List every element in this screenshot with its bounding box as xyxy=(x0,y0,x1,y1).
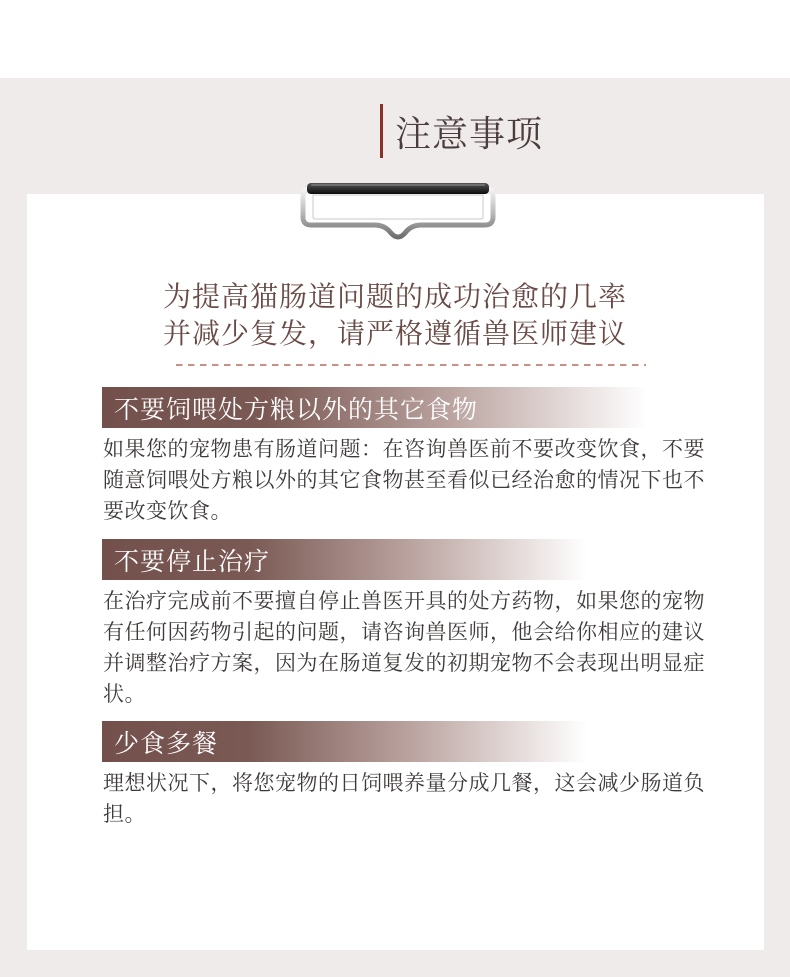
intro-line-2: 并减少复发，请严格遵循兽医师建议 xyxy=(162,317,627,350)
section-title: 不要停止治疗 xyxy=(114,546,271,576)
clipboard-clip-icon xyxy=(299,181,497,243)
section-heading xyxy=(380,104,543,158)
section-title: 少食多餐 xyxy=(114,728,219,758)
dotted-divider xyxy=(176,364,646,366)
section-title-band xyxy=(102,539,587,580)
section-body: 理想状况下，将您宠物的日饲喂养量分成几餐，这会减少肠道负担。 xyxy=(103,771,705,826)
heading-accent-bar xyxy=(380,104,383,158)
intro-line-1: 为提高猫肠道问题的成功治愈的几率 xyxy=(162,280,627,313)
section-title: 不要饲喂处方粮以外的其它食物 xyxy=(114,394,479,424)
section-body: 如果您的宠物患有肠道问题：在咨询兽医前不要改变饮食，不要随意饲喂处方粮以外的其它食物甚至看似已经治愈的情况下也不要改变饮食。 xyxy=(103,437,705,523)
section-body: 在治疗完成前不要擅自停止兽医开具的处方药物，如果您的宠物有任何因药物引起的问题，请咨询兽医师，他会给你相应的建议并调整治疗方案，因为在肠道复发的初期宠物不会表现出明显症状。 xyxy=(103,589,705,706)
section-title-band xyxy=(102,387,647,428)
page-title: 注意事项 xyxy=(395,113,544,155)
section-title-band xyxy=(102,721,587,762)
